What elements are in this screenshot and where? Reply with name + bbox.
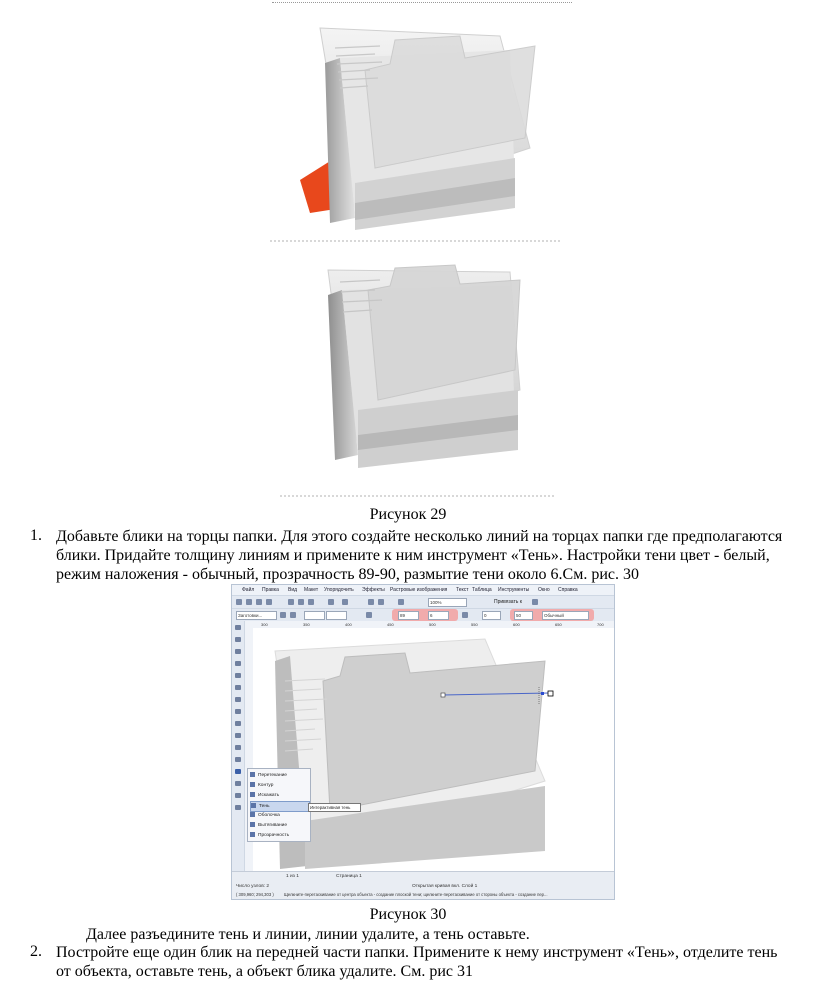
list-item-1-line-1: Добавьте блики на торцы папки. Для этого создайте несколько линий на торцах папки где предполагаются [56, 528, 783, 545]
paste-icon[interactable] [308, 599, 314, 605]
opacity-field[interactable]: 89 [398, 611, 419, 620]
pick-tool-icon[interactable] [235, 625, 241, 630]
menu-bar [232, 585, 614, 596]
copy-icon[interactable] [298, 599, 304, 605]
smart-fill-icon[interactable] [235, 685, 241, 690]
menu-effects[interactable]: Эффекты [362, 587, 385, 593]
distort-icon [250, 792, 255, 797]
fill-tool-icon[interactable] [235, 805, 241, 810]
top-divider [272, 2, 572, 4]
fade-field[interactable]: 0 [482, 611, 501, 620]
ruler-tick-label: 700 [597, 622, 604, 627]
menu-tools[interactable]: Инструменты [498, 587, 530, 593]
menu-layout[interactable]: Макет [304, 587, 319, 593]
basic-shapes-icon[interactable] [235, 733, 241, 738]
contour-icon [250, 782, 255, 787]
figure-29-caption: Рисунок 29 [369, 506, 447, 523]
app-screenshot [231, 584, 615, 900]
status-bar [232, 871, 614, 900]
crop-tool-icon[interactable] [235, 649, 241, 654]
menu-edit[interactable]: Правка [262, 587, 279, 593]
open-icon[interactable] [246, 599, 252, 605]
feather-direction-icon[interactable] [462, 612, 468, 618]
snap-label[interactable]: Привязать к [494, 599, 522, 605]
flyout-envelope[interactable]: Оболочка [250, 811, 308, 820]
save-icon[interactable] [256, 599, 262, 605]
ruler-tick-label: 300 [261, 622, 268, 627]
menu-window[interactable]: Окно [538, 587, 550, 593]
effects-flyout [247, 768, 311, 842]
eyedropper-icon[interactable] [235, 781, 241, 786]
offset-x-field[interactable] [304, 611, 325, 620]
text-tool-icon[interactable] [235, 745, 241, 750]
extrude-icon [250, 822, 255, 827]
page-tab[interactable]: Страница 1 [336, 874, 362, 879]
menu-help[interactable]: Справка [558, 587, 578, 593]
ruler-tick-label: 350 [303, 622, 310, 627]
folder-illustration-2 [280, 250, 560, 500]
feather-field[interactable]: 6 [428, 611, 449, 620]
list-number-2: 2. [30, 943, 42, 960]
polygon-tool-icon[interactable] [235, 721, 241, 726]
menu-bitmaps[interactable]: Растровые изображения [390, 587, 448, 593]
ruler-tick-label: 650 [555, 622, 562, 627]
flyout-shadow[interactable]: Тень [250, 801, 310, 812]
zoom-field[interactable]: 100% [428, 598, 467, 607]
shape-tool-icon[interactable] [235, 637, 241, 642]
tooltip: Интерактивная тень [308, 803, 361, 812]
preset-field[interactable]: Заготовки... [236, 611, 277, 620]
remove-preset-icon[interactable] [290, 612, 296, 618]
list-item-2-line-1: Постройте еще один блик на передней части папки. Примените к нему инструмент «Тень», отделите тень [56, 944, 778, 961]
outline-tool-icon[interactable] [235, 793, 241, 798]
freehand-tool-icon[interactable] [235, 673, 241, 678]
flyout-transparency[interactable]: Прозрачность [250, 831, 308, 840]
print-icon[interactable] [266, 599, 272, 605]
interactive-tool-icon[interactable] [235, 769, 241, 774]
status-coordinates: ( 309,960; 294,303 ) [236, 892, 274, 897]
zoom-tool-icon[interactable] [235, 661, 241, 666]
menu-arrange[interactable]: Упорядочить [324, 587, 354, 593]
import-icon[interactable] [368, 599, 374, 605]
add-preset-icon[interactable] [280, 612, 286, 618]
toolbox [232, 621, 245, 883]
options-icon[interactable] [532, 599, 538, 605]
menu-text[interactable]: Текст [456, 587, 469, 593]
standard-toolbar [232, 596, 614, 609]
flyout-extrude[interactable]: Вытягивание [250, 821, 308, 830]
ruler-tick-label: 500 [429, 622, 436, 627]
menu-view[interactable]: Вид [288, 587, 298, 593]
undo-icon[interactable] [328, 599, 334, 605]
new-icon[interactable] [236, 599, 242, 605]
angle-icon[interactable] [366, 612, 372, 618]
ruler-tick-label: 600 [513, 622, 520, 627]
stretch-field[interactable]: 50 [514, 611, 533, 620]
status-hint: Щелкните-перетаскивание от центра объекта - создание плоской тени; щелкните-перетаскивание от стороны объекта - создание пер... [284, 892, 548, 897]
envelope-icon [250, 812, 255, 817]
list-number-1: 1. [30, 527, 42, 544]
cut-icon[interactable] [288, 599, 294, 605]
menu-table[interactable]: Таблица [472, 587, 492, 593]
folder-illustration-1 [270, 8, 560, 243]
list-item-2-line-2: от объекта, оставьте тень, а объект блика удалите. См. рис 31 [56, 963, 473, 980]
ruler-tick-label: 550 [471, 622, 478, 627]
ruler-tick-label: 400 [345, 622, 352, 627]
transparency-icon [250, 832, 255, 837]
export-icon[interactable] [378, 599, 384, 605]
table-tool-icon[interactable] [235, 757, 241, 762]
figure-30-caption: Рисунок 30 [369, 906, 447, 923]
flyout-blend[interactable]: Перетекание [250, 771, 308, 780]
between-text: Далее разъедините тень и линии, линии удалите, а тень оставьте. [86, 926, 530, 943]
launcher-icon[interactable] [398, 599, 404, 605]
blend-icon [250, 772, 255, 777]
list-item-1-line-2: блики. Придайте толщину линиям и примените к ним инструмент «Тень». Настройки тени цвет - белый, [56, 547, 770, 564]
page-nav[interactable]: 1 из 1 [286, 874, 299, 879]
list-item-1-line-3: режим наложения - обычный, прозрачность 89-90, размытие тени около 6.См. рис. 30 [56, 566, 640, 583]
ruler-tick-label: 450 [387, 622, 394, 627]
menu-file[interactable]: Файл [242, 587, 255, 593]
flyout-contour[interactable]: Контур [250, 781, 308, 790]
offset-y-field[interactable] [326, 611, 347, 620]
redo-icon[interactable] [342, 599, 348, 605]
shadow-icon [251, 803, 256, 808]
status-object-info: Открытая кривая вкл. Слой 1 [412, 884, 478, 889]
rectangle-tool-icon[interactable] [235, 697, 241, 702]
ellipse-tool-icon[interactable] [235, 709, 241, 714]
blend-mode-select[interactable]: Обычный [542, 611, 589, 620]
status-node-count: Число узлов: 2 [236, 884, 270, 889]
flyout-distort[interactable]: Искажать [250, 791, 308, 800]
